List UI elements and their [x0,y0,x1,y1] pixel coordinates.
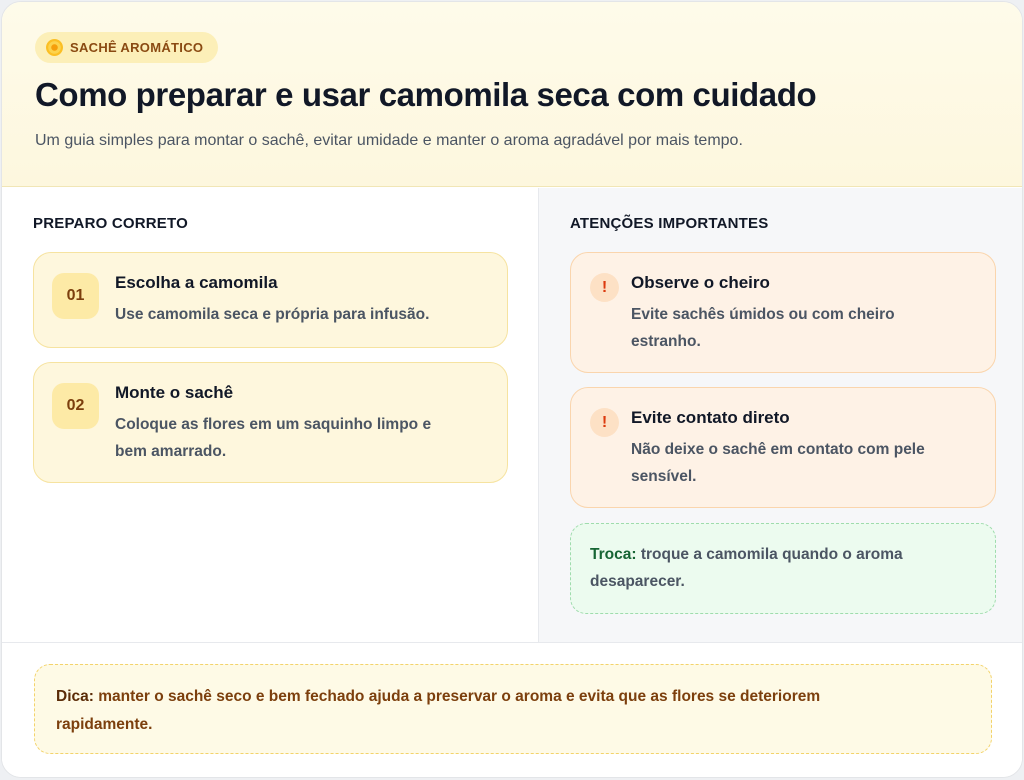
warning-text-line: Evite sachês úmidos ou com cheiro [631,306,895,323]
warning-text-line: estranho. [631,333,701,350]
step-number: 01 [52,273,99,319]
tip-label: Dica: [56,688,94,705]
tip-text-line: manter o sachê seco e bem fechado ajuda a preservar o aroma e evita que as flores se deteriorem [93,688,821,705]
header [2,2,1023,187]
page-title: Como preparar e usar camomila seca com cuidado [35,76,817,113]
warning-card [570,387,996,508]
swap-text: troque a camomila quando o aroma [636,546,903,563]
swap-note [570,523,996,614]
swap-note-text [590,541,970,595]
step-title: Monte o sachê [115,383,234,402]
warning-title: Observe o cheiro [631,273,770,292]
warning-icon: ! [590,408,619,437]
warning-text-line: sensível. [631,468,697,485]
warning-title: Evite contato direto [631,408,790,427]
atencoes-title: ATENÇÕES IMPORTANTES [570,215,769,232]
preparo-section [2,188,538,642]
warning-text-line: Não deixe o sachê em contato com pele [631,441,925,458]
guide-card [1,1,1023,778]
swap-label: Troca: [590,546,637,563]
step-text-line: Coloque as flores em um saquinho limpo e [115,416,432,433]
step-number: 02 [52,383,99,429]
footer [2,642,1023,778]
page-subtitle: Um guia simples para montar o sachê, evitar umidade e manter o aroma agradável por mais tempo. [35,132,743,149]
warning-icon: ! [590,273,619,302]
tip-text [56,683,966,739]
tip-text-line: rapidamente. [56,716,153,733]
step-card [33,362,508,483]
warning-card [570,252,996,373]
badge-label: SACHÊ AROMÁTICO [70,40,204,55]
step-title: Escolha a camomila [115,273,278,292]
step-text-line: bem amarrado. [115,443,227,460]
preparo-title: PREPARO CORRETO [33,215,188,232]
category-badge [35,32,218,63]
step-text-line: Use camomila seca e própria para infusão. [115,306,430,323]
flower-icon [46,39,63,56]
step-card [33,252,508,348]
atencoes-section [538,188,1023,642]
swap-text: desaparecer. [590,573,685,590]
tip-note [34,664,992,754]
